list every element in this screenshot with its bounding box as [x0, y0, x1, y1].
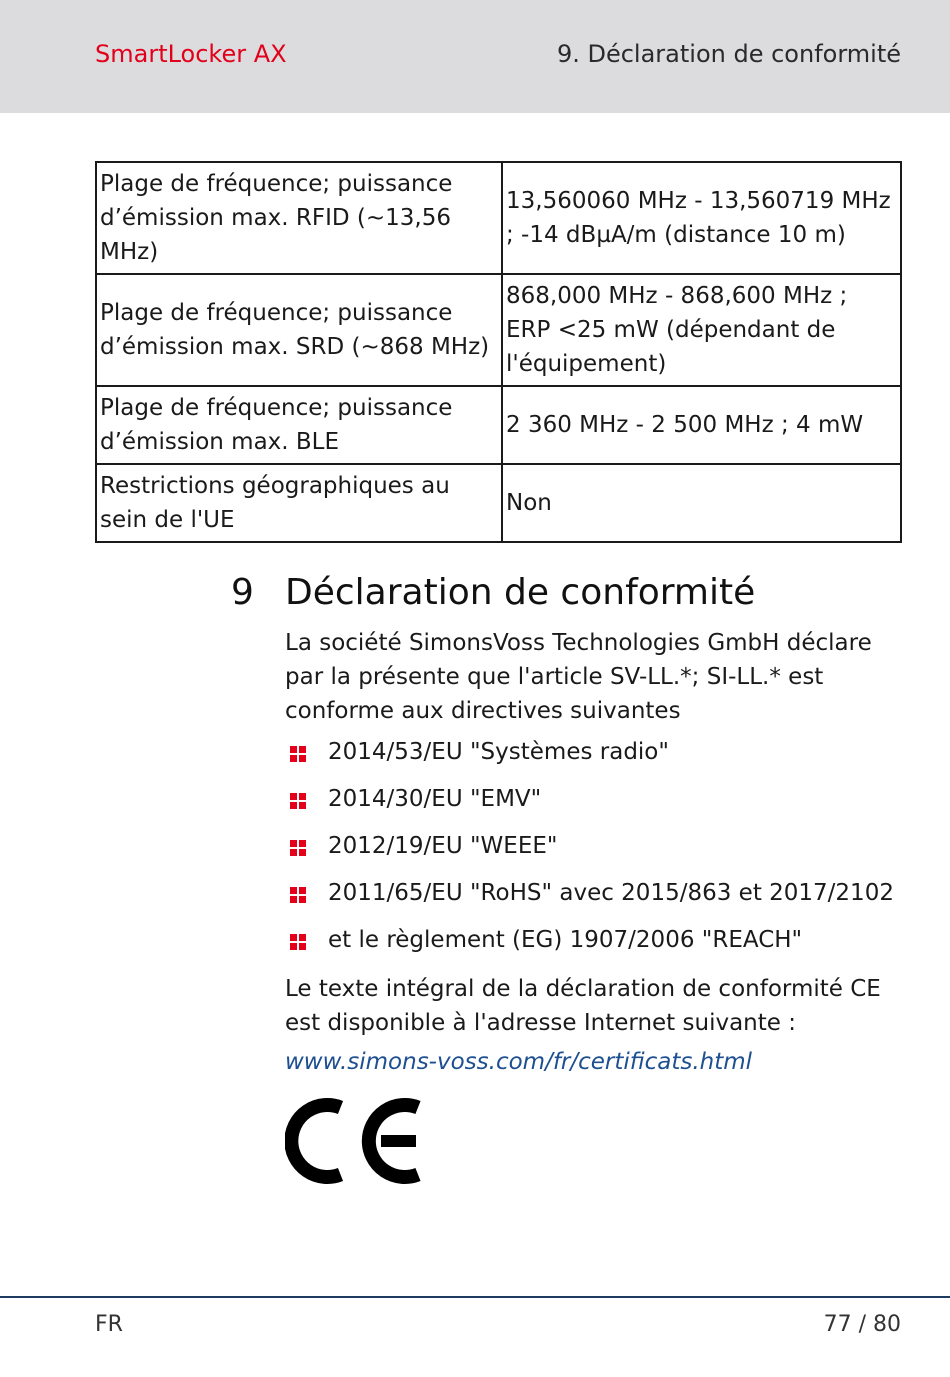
section-number: 9	[231, 572, 254, 613]
bullet-icon	[290, 746, 306, 762]
table-cell-label: Plage de fréquence; puissance d’émission max. BLE	[96, 386, 502, 464]
table-row	[96, 464, 901, 542]
table-cell-label: Plage de fréquence; puissance d’émission max. RFID (~13,56 MHz)	[96, 162, 502, 274]
page-number: 77 / 80	[823, 1312, 901, 1337]
intro-paragraph: La société SimonsVoss Technologies GmbH déclare par la présente que l'article SV-LL.*; SI-LL.* est conforme aux directives suivantes	[285, 630, 872, 724]
bullet-icon	[290, 887, 306, 903]
table-cell-value: Non	[502, 464, 901, 542]
footer-language: FR	[95, 1312, 123, 1337]
directives-list	[285, 739, 894, 974]
table-row	[96, 162, 901, 274]
table-cell-value: 2 360 MHz - 2 500 MHz ; 4 mW	[502, 386, 901, 464]
certificates-link[interactable]: www.simons-voss.com/fr/certificats.html	[285, 1049, 753, 1075]
list-item	[285, 833, 894, 880]
footer-divider	[0, 1296, 950, 1298]
outro-paragraph: Le texte intégral de la déclaration de conformité CE est disponible à l'adresse Internet suivante :	[285, 976, 881, 1036]
page-header	[0, 0, 950, 113]
directive-text: 2011/65/EU "RoHS" avec 2015/863 et 2017/2102	[328, 880, 894, 906]
list-item	[285, 927, 894, 974]
header-section-title: 9. Déclaration de conformité	[556, 40, 901, 68]
table-row	[96, 386, 901, 464]
specs-table	[95, 161, 902, 543]
bullet-icon	[290, 934, 306, 950]
list-item	[285, 786, 894, 833]
table-cell-value: 13,560060 MHz - 13,560719 MHz ; -14 dBµA/m (distance 10 m)	[502, 162, 901, 274]
table-cell-label: Restrictions géographiques au sein de l'UE	[96, 464, 502, 542]
table-row	[96, 274, 901, 386]
section-heading: Déclaration de conformité	[285, 572, 756, 613]
directive-text: et le règlement (EG) 1907/2006 "REACH"	[328, 927, 803, 953]
list-item	[285, 739, 894, 786]
ce-mark-icon	[285, 1093, 421, 1189]
directive-text: 2014/30/EU "EMV"	[328, 786, 542, 812]
directive-text: 2014/53/EU "Systèmes radio"	[328, 739, 669, 765]
table-cell-value: 868,000 MHz - 868,600 MHz ; ERP <25 mW (dépendant de l'équipement)	[502, 274, 901, 386]
table-cell-label: Plage de fréquence; puissance d’émission max. SRD (~868 MHz)	[96, 274, 502, 386]
directive-text: 2012/19/EU "WEEE"	[328, 833, 558, 859]
bullet-icon	[290, 793, 306, 809]
bullet-icon	[290, 840, 306, 856]
brand-name: SmartLocker AX	[95, 40, 287, 68]
list-item	[285, 880, 894, 927]
